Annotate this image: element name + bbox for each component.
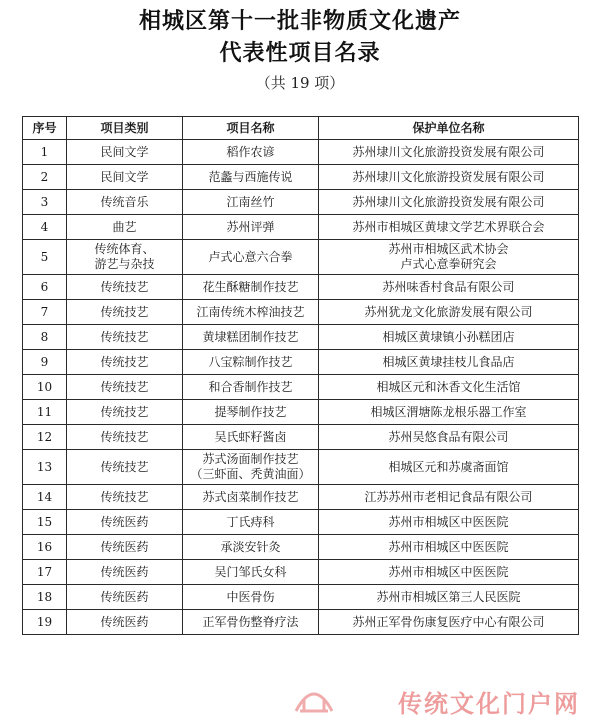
cell-name-line: 苏式汤面制作技艺 xyxy=(202,452,299,466)
table-row xyxy=(23,190,579,215)
cell-category xyxy=(67,400,183,425)
cell-no: 12 xyxy=(23,425,67,450)
cell-name-line: 承淡安针灸 xyxy=(220,539,281,554)
table-row xyxy=(23,275,579,300)
cell-no: 8 xyxy=(23,325,67,350)
cell-category-line: 传统医药 xyxy=(100,564,149,579)
cell-unit-line: 相城区元和苏虞斋面馆 xyxy=(388,459,509,474)
cell-unit xyxy=(319,140,579,165)
cell-name-line: 江南丝竹 xyxy=(226,194,275,209)
cell-unit-line: 相城区黄埭镇小孙糕团店 xyxy=(382,329,515,344)
cell-category-line: 传统医药 xyxy=(100,614,149,629)
cell-unit xyxy=(319,215,579,240)
table-row xyxy=(23,535,579,560)
cell-name-line: 吴氏虾籽酱卤 xyxy=(214,429,287,444)
cell-unit-line: 苏州市相城区中医医院 xyxy=(388,564,509,579)
cell-unit xyxy=(319,510,579,535)
cell-unit xyxy=(319,190,579,215)
cell-category-line: 传统技艺 xyxy=(100,329,149,344)
table-row xyxy=(23,400,579,425)
cell-name-line: 提琴制作技艺 xyxy=(214,404,287,419)
cell-unit-line: 苏州埭川文化旅游投资发展有限公司 xyxy=(352,194,545,209)
cell-name-line: 中医骨伤 xyxy=(226,589,275,604)
cell-category-line: 传统技艺 xyxy=(100,489,149,504)
cell-category xyxy=(67,190,183,215)
cell-category-line: 传统技艺 xyxy=(100,459,149,474)
cell-category xyxy=(67,610,183,635)
table-row xyxy=(23,350,579,375)
cell-unit-line: 苏州埭川文化旅游投资发展有限公司 xyxy=(352,144,545,159)
cell-unit-line: 江苏苏州市老相记食品有限公司 xyxy=(364,489,533,504)
cell-unit-line: 卢式心意拳研究会 xyxy=(400,257,497,271)
header-unit: 保护单位名称 xyxy=(319,117,579,140)
cell-unit xyxy=(319,425,579,450)
cell-name-line: 苏州评弹 xyxy=(226,219,275,234)
cell-category-line: 传统医药 xyxy=(100,514,149,529)
cell-name xyxy=(183,165,319,190)
cell-category xyxy=(67,325,183,350)
cell-unit-line: 相城区元和沐香文化生活馆 xyxy=(376,379,521,394)
cell-unit xyxy=(319,400,579,425)
table-row xyxy=(23,215,579,240)
watermark-logo-icon xyxy=(292,681,336,717)
cell-name-line: 范蠡与西施传说 xyxy=(208,169,293,184)
cell-category xyxy=(67,300,183,325)
table-row xyxy=(23,450,579,485)
cell-unit-line: 苏州埭川文化旅游投资发展有限公司 xyxy=(352,169,545,184)
cell-name-line: 江南传统木榨油技艺 xyxy=(196,304,305,319)
cell-no: 16 xyxy=(23,535,67,560)
cell-name xyxy=(183,485,319,510)
cell-name xyxy=(183,535,319,560)
cell-category-line: 传统技艺 xyxy=(100,404,149,419)
cell-name xyxy=(183,325,319,350)
cell-name xyxy=(183,375,319,400)
table-row xyxy=(23,140,579,165)
cell-category-line: 传统技艺 xyxy=(100,279,149,294)
cell-category-line: 传统技艺 xyxy=(100,304,149,319)
cell-category-line: 传统技艺 xyxy=(100,379,149,394)
cell-name-line: 正军骨伤整脊疗法 xyxy=(202,614,299,629)
cell-category-line: 传统体育、 xyxy=(94,242,155,256)
table-row xyxy=(23,560,579,585)
cell-category xyxy=(67,510,183,535)
cell-name xyxy=(183,190,319,215)
cell-unit-line: 苏州正军骨伤康复医疗中心有限公司 xyxy=(352,614,545,629)
cell-category xyxy=(67,140,183,165)
cell-category xyxy=(67,375,183,400)
cell-name xyxy=(183,610,319,635)
cell-unit-line: 苏州吴悠食品有限公司 xyxy=(388,429,509,444)
header-category: 项目类别 xyxy=(67,117,183,140)
cell-unit xyxy=(319,450,579,485)
cell-no: 17 xyxy=(23,560,67,585)
cell-unit xyxy=(319,275,579,300)
table-row xyxy=(23,485,579,510)
table-row xyxy=(23,325,579,350)
cell-category-line: 传统医药 xyxy=(100,589,149,604)
cell-unit xyxy=(319,165,579,190)
cell-name xyxy=(183,350,319,375)
cell-unit-line: 苏州市相城区第三人民医院 xyxy=(376,589,521,604)
cell-unit-line: 苏州市相城区中医医院 xyxy=(388,539,509,554)
cell-category xyxy=(67,240,183,275)
table-row xyxy=(23,375,579,400)
cell-unit xyxy=(319,240,579,275)
header-name: 项目名称 xyxy=(183,117,319,140)
cell-no: 6 xyxy=(23,275,67,300)
cell-no: 19 xyxy=(23,610,67,635)
cell-name xyxy=(183,400,319,425)
cell-unit xyxy=(319,300,579,325)
cell-no: 10 xyxy=(23,375,67,400)
table-row xyxy=(23,165,579,190)
table-row xyxy=(23,300,579,325)
cell-unit xyxy=(319,560,579,585)
cell-unit xyxy=(319,375,579,400)
cell-name-line: 丁氏痔科 xyxy=(226,514,275,529)
cell-no: 13 xyxy=(23,450,67,485)
cell-no: 18 xyxy=(23,585,67,610)
cell-category xyxy=(67,275,183,300)
cell-unit xyxy=(319,485,579,510)
cell-category xyxy=(67,350,183,375)
cell-category-line: 民间文学 xyxy=(100,169,149,184)
cell-unit-line: 相城区黄埭挂枝儿食品店 xyxy=(382,354,515,369)
cell-category xyxy=(67,425,183,450)
cell-unit xyxy=(319,610,579,635)
table-row xyxy=(23,240,579,275)
cell-no: 7 xyxy=(23,300,67,325)
table-header-row xyxy=(23,117,579,140)
cell-name-line: 苏式卤菜制作技艺 xyxy=(202,489,299,504)
cell-no: 5 xyxy=(23,240,67,275)
cell-name-line: 八宝粽制作技艺 xyxy=(208,354,293,369)
cell-name xyxy=(183,585,319,610)
heritage-table xyxy=(22,116,579,635)
cell-name-line: 稻作农谚 xyxy=(226,144,275,159)
cell-unit xyxy=(319,535,579,560)
item-count: （共 19 项） xyxy=(255,74,345,92)
cell-no: 3 xyxy=(23,190,67,215)
cell-name-line: 黄埭糕团制作技艺 xyxy=(202,329,299,344)
cell-category xyxy=(67,165,183,190)
cell-unit xyxy=(319,350,579,375)
cell-name xyxy=(183,240,319,275)
cell-category-line: 传统音乐 xyxy=(100,194,149,209)
table-row xyxy=(23,610,579,635)
cell-category xyxy=(67,585,183,610)
cell-unit-line: 苏州犹龙文化旅游发展有限公司 xyxy=(364,304,533,319)
cell-category xyxy=(67,535,183,560)
table-row xyxy=(23,585,579,610)
page-title: 相城区第十一批非物质文化遗产 xyxy=(138,9,461,34)
cell-name xyxy=(183,300,319,325)
table-row xyxy=(23,510,579,535)
cell-unit-line: 相城区渭塘陈龙根乐器工作室 xyxy=(370,404,527,419)
cell-no: 15 xyxy=(23,510,67,535)
cell-unit-line: 苏州味香村食品有限公司 xyxy=(382,279,515,294)
cell-unit xyxy=(319,325,579,350)
cell-name xyxy=(183,425,319,450)
cell-unit-line: 苏州市相城区中医医院 xyxy=(388,514,509,529)
cell-name-line: 和合香制作技艺 xyxy=(208,379,293,394)
cell-no: 4 xyxy=(23,215,67,240)
cell-category-line: 传统医药 xyxy=(100,539,149,554)
cell-name xyxy=(183,510,319,535)
cell-category xyxy=(67,215,183,240)
cell-no: 1 xyxy=(23,140,67,165)
cell-name xyxy=(183,275,319,300)
header-no: 序号 xyxy=(23,117,67,140)
cell-name xyxy=(183,140,319,165)
cell-name xyxy=(183,215,319,240)
watermark-text: 传统文化门户网 xyxy=(398,690,580,718)
cell-category-line: 民间文学 xyxy=(100,144,149,159)
page-subtitle: 代表性项目名录 xyxy=(219,41,381,66)
cell-category xyxy=(67,450,183,485)
cell-name-line: 吴门邹氏女科 xyxy=(214,564,287,579)
cell-no: 9 xyxy=(23,350,67,375)
cell-name-line: 卢式心意六合拳 xyxy=(208,249,293,264)
table-body xyxy=(23,140,579,635)
cell-name-line: （三虾面、秃黄油面） xyxy=(190,467,311,481)
cell-category-line: 传统技艺 xyxy=(100,354,149,369)
cell-name xyxy=(183,450,319,485)
cell-name xyxy=(183,560,319,585)
cell-category xyxy=(67,485,183,510)
cell-unit xyxy=(319,585,579,610)
cell-no: 11 xyxy=(23,400,67,425)
cell-category-line: 游艺与杂技 xyxy=(94,257,155,271)
cell-category-line: 曲艺 xyxy=(112,219,137,234)
table-row xyxy=(23,425,579,450)
cell-category-line: 传统技艺 xyxy=(100,429,149,444)
cell-category xyxy=(67,560,183,585)
cell-unit-line: 苏州市相城区武术协会 xyxy=(388,242,509,256)
cell-no: 2 xyxy=(23,165,67,190)
cell-name-line: 花生酥糖制作技艺 xyxy=(202,279,299,294)
cell-no: 14 xyxy=(23,485,67,510)
cell-unit-line: 苏州市相城区黄埭文学艺术界联合会 xyxy=(352,219,545,234)
